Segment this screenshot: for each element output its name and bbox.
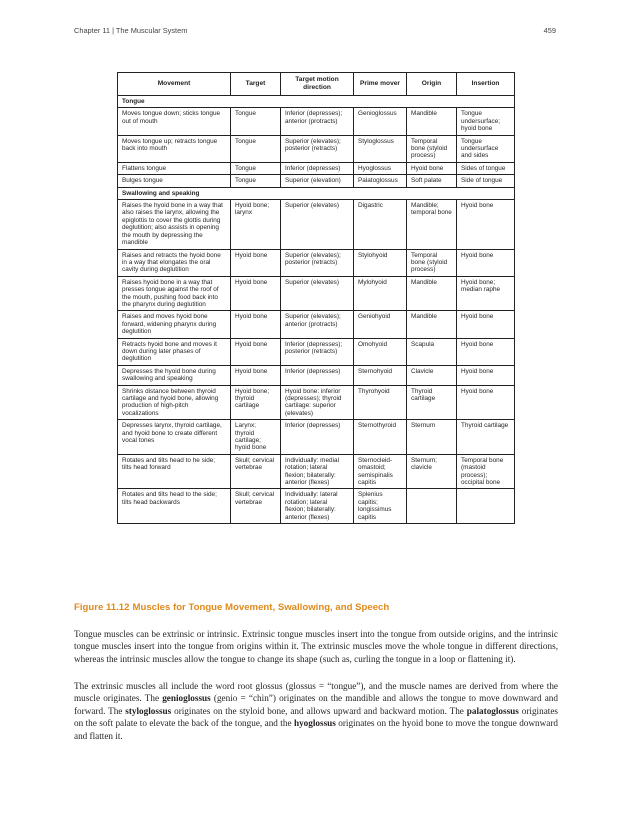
table-cell: Temporal bone (styloid process) <box>407 135 457 162</box>
text-run: originates on the soft palate to elevate the back of the tongue, and the <box>74 705 558 729</box>
table-cell: Scapula <box>407 338 457 365</box>
table-cell: Depresses the hyoid bone during swallowing and speaking <box>118 365 231 385</box>
table-cell: Hyoid bone <box>407 162 457 174</box>
table-cell: Inferior (depresses) <box>281 420 354 455</box>
table-cell: Sternum; clavicle <box>407 454 457 489</box>
table-cell: Mandible <box>407 311 457 338</box>
table-cell: Mandible; temporal bone <box>407 200 457 249</box>
table-cell: Styloglossus <box>354 135 407 162</box>
table-cell: Thyroid cartilage <box>407 385 457 420</box>
table-cell: Raises and moves hyoid bone forward, widening pharynx during deglutition <box>118 311 231 338</box>
table-cell: Raises the hyoid bone in a way that also raises the larynx, allowing the epiglottis to cover the glottis during deglutition; also assists in opening the mouth by depressing the mandible <box>118 200 231 249</box>
table-cell: Tongue undersurface; hyoid bone <box>457 108 515 135</box>
table-cell: Hyoid bone <box>457 338 515 365</box>
running-header <box>74 26 556 38</box>
table-cell: Larynx; thyroid cartilage; hyoid bone <box>231 420 281 455</box>
table-cell: Digastric <box>354 200 407 249</box>
section-row <box>118 187 515 199</box>
table-row <box>118 338 515 365</box>
table-cell: Moves tongue up; retracts tongue back into mouth <box>118 135 231 162</box>
table-cell: Hyoid bone; median raphe <box>457 276 515 311</box>
table-cell: Tongue <box>231 108 281 135</box>
section-title: Tongue <box>118 96 515 108</box>
table-cell: Soft palate <box>407 175 457 187</box>
table-cell: Hyoid bone <box>457 200 515 249</box>
table-row <box>118 135 515 162</box>
table-cell: Inferior (depresses); anterior (protracts) <box>281 108 354 135</box>
table-row <box>118 175 515 187</box>
table-cell: Skull; cervical vertebrae <box>231 489 281 524</box>
table-row <box>118 385 515 420</box>
table-cell: Hyoid bone: inferior (depresses); thyroid cartilage: superior (elevates) <box>281 385 354 420</box>
table-cell: Individually: medial rotation; lateral flexion; bilaterally: anterior (flexes) <box>281 454 354 489</box>
muscles-table <box>117 72 515 524</box>
text-run: (genio = “chin”) originates on the mandible and allows the tongue to move downward and forward. The <box>74 693 558 716</box>
table-cell: Superior (elevates) <box>281 276 354 311</box>
table-cell: Superior (elevates) <box>281 200 354 249</box>
muscle-term: hyoglossus <box>293 718 336 729</box>
table-cell: Raises hyoid bone in a way that presses tongue against the roof of the mouth, pushing food back into the pharynx during deglutition <box>118 276 231 311</box>
table-cell: Tongue <box>231 175 281 187</box>
table-cell: Rotates and tilts head to the side; tilts head backwards <box>118 489 231 524</box>
table-cell: Sternohyoid <box>354 365 407 385</box>
text-run: originates on the styloid bone, and allows upward and backward motion. The <box>171 705 467 716</box>
table-cell: Hyoid bone <box>231 249 281 276</box>
table-cell: Skull; cervical vertebrae <box>231 454 281 489</box>
table-cell: Flattens tongue <box>118 162 231 174</box>
table-cell: Hyoglossus <box>354 162 407 174</box>
muscle-term: genioglossus <box>162 693 211 704</box>
table-row <box>118 249 515 276</box>
table-header-row <box>118 73 515 96</box>
text-run: The extrinsic muscles all include the word root glossus (glossus = “tongue”), and the muscle names are derived from where the muscle originates. The <box>74 681 558 704</box>
table-cell: Depresses larynx, thyroid cartilage, and hyoid bone to create different vocal tones <box>118 420 231 455</box>
table-row <box>118 200 515 249</box>
table-cell: Palatoglossus <box>354 175 407 187</box>
table-cell: Sternothyroid <box>354 420 407 455</box>
table-cell: Sternocleid-omastoid; semispinalis capitis <box>354 454 407 489</box>
column-header: Insertion <box>457 73 515 96</box>
table-cell: Clavicle <box>407 365 457 385</box>
table-row <box>118 420 515 455</box>
column-header: Prime mover <box>354 73 407 96</box>
table-cell: Tongue <box>231 135 281 162</box>
section-row <box>118 96 515 108</box>
table-row <box>118 365 515 385</box>
table-cell: Hyoid bone <box>457 385 515 420</box>
page-number: 459 <box>543 26 556 35</box>
table-row <box>118 276 515 311</box>
table-cell: Superior (elevation) <box>281 175 354 187</box>
table-cell: Hyoid bone <box>457 311 515 338</box>
table-cell: Genioglossus <box>354 108 407 135</box>
table-cell: Rotates and tilts head to he side; tilts head forward <box>118 454 231 489</box>
paragraph-intrinsic-extrinsic: Tongue muscles can be extrinsic or intrinsic. Extrinsic tongue muscles insert into the tongue from outside origins, and the intrinsic tongue muscles insert into the tongue from origins within it. The extrinsic muscles move the whole tongue in different directions, whereas the intrinsic muscles allow the tongue to change its shape (such as, curling the tongue in a loop or flattening it). <box>74 629 558 664</box>
table-cell: Superior (elevates); anterior (protracts) <box>281 311 354 338</box>
muscle-term: palatoglossus <box>466 705 519 716</box>
table-cell: Hyoid bone <box>231 311 281 338</box>
table-cell: Mandible <box>407 108 457 135</box>
table-cell <box>457 489 515 524</box>
table-cell: Retracts hyoid bone and moves it down during later phases of deglutition <box>118 338 231 365</box>
table-cell: Superior (elevates); posterior (retracts) <box>281 249 354 276</box>
table-cell: Individually: lateral rotation; lateral flexion; bilaterally: anterior (flexes) <box>281 489 354 524</box>
muscle-term: styloglossus <box>125 705 172 716</box>
table-cell: Side of tongue <box>457 175 515 187</box>
table-cell: Hyoid bone; larynx <box>231 200 281 249</box>
table-cell: Geniohyoid <box>354 311 407 338</box>
table-cell: Thyrohyoid <box>354 385 407 420</box>
table-cell: Raises and retracts the hyoid bone in a way that elongates the oral cavity during deglutition <box>118 249 231 276</box>
table-cell: Hyoid bone <box>231 365 281 385</box>
table-cell: Hyoid bone <box>457 249 515 276</box>
table-cell: Mandible <box>407 276 457 311</box>
table-cell: Sternum <box>407 420 457 455</box>
table-cell: Hyoid bone <box>231 276 281 311</box>
column-header: Target motion direction <box>281 73 354 96</box>
section-title: Swallowing and speaking <box>118 187 515 199</box>
table-cell: Inferior (depresses) <box>281 162 354 174</box>
table-cell: Stylohyoid <box>354 249 407 276</box>
table-cell: Temporal bone (mastoid process); occipital bone <box>457 454 515 489</box>
column-header: Target <box>231 73 281 96</box>
table-cell: Hyoid bone <box>231 338 281 365</box>
table-cell: Moves tongue down; sticks tongue out of mouth <box>118 108 231 135</box>
figure-label: Figure 11.12 <box>74 602 130 613</box>
table-cell: Sides of tongue <box>457 162 515 174</box>
table-cell: Bulges tongue <box>118 175 231 187</box>
table-cell: Inferior (depresses); posterior (retracts) <box>281 338 354 365</box>
table-cell <box>407 489 457 524</box>
column-header: Movement <box>118 73 231 96</box>
table-cell: Temporal bone (styloid process) <box>407 249 457 276</box>
table-cell: Superior (elevates); posterior (retracts) <box>281 135 354 162</box>
table-cell: Tongue <box>231 162 281 174</box>
table-cell: Inferior (depresses) <box>281 365 354 385</box>
table-row <box>118 311 515 338</box>
table-cell: Shrinks distance between thyroid cartilage and hyoid bone, allowing production of high-pitch vocalizations <box>118 385 231 420</box>
table-cell: Thyroid cartilage <box>457 420 515 455</box>
figure-title: Muscles for Tongue Movement, Swallowing, and Speech <box>132 602 390 613</box>
column-header: Origin <box>407 73 457 96</box>
table-cell: Omohyoid <box>354 338 407 365</box>
table-cell: Hyoid bone <box>457 365 515 385</box>
table-row <box>118 162 515 174</box>
paragraph-extrinsic-muscles <box>74 680 558 742</box>
table-cell: Tongue undersurface and sides <box>457 135 515 162</box>
table-cell: Splenius capitis; longissimus capitis <box>354 489 407 524</box>
table-row <box>118 454 515 489</box>
chapter-title: Chapter 11 | The Muscular System <box>74 26 188 35</box>
table-cell: Mylohyoid <box>354 276 407 311</box>
text-run: originates on the hyoid bone to move the tongue downward and flatten it. <box>74 718 558 741</box>
figure-caption <box>74 602 389 613</box>
table-row <box>118 108 515 135</box>
table-row <box>118 489 515 524</box>
table-cell: Hyoid bone; thyroid cartilage <box>231 385 281 420</box>
